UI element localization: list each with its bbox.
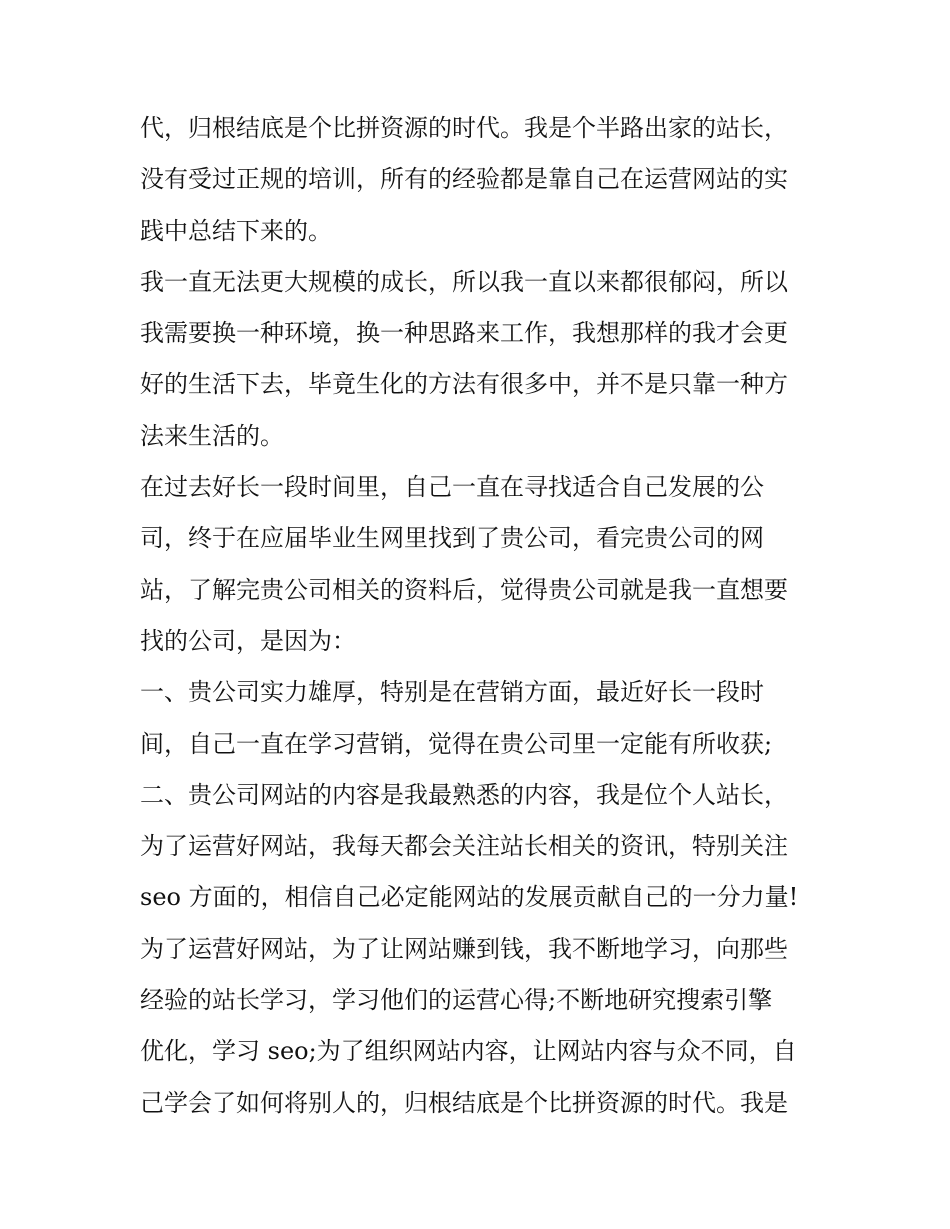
- text-line: 优化，学习 seo;为了组织网站内容，让网站内容与众不同，自: [140, 1037, 797, 1066]
- text-line: 没有受过正规的培训，所有的经验都是靠自己在运营网站的实: [140, 165, 788, 194]
- text-line: 一、贵公司实力雄厚，特别是在营销方面，最近好长一段时: [140, 678, 764, 707]
- text-line: 好的生活下去，毕竟生化的方法有很多中，并不是只靠一种方: [140, 370, 788, 399]
- text-line: 我需要换一种环境，换一种思路来工作，我想那样的我才会更: [140, 319, 788, 348]
- text-line: 经验的站长学习，学习他们的运营心得;不断地研究搜索引擎: [140, 986, 773, 1015]
- text-line: 二、贵公司网站的内容是我最熟悉的内容，我是位个人站长，: [140, 780, 788, 809]
- text-line: 我一直无法更大规模的成长，所以我一直以来都很郁闷，所以: [140, 267, 788, 296]
- text-line: 践中总结下来的。: [140, 216, 332, 245]
- text-line: 己学会了如何将别人的，归根结底是个比拼资源的时代。我是: [140, 1088, 788, 1117]
- document-body: [140, 103, 820, 1129]
- text-line: 司，终于在应届毕业生网里找到了贵公司，看完贵公司的网: [140, 524, 764, 553]
- text-line: 找的公司，是因为：: [140, 626, 356, 655]
- text-line: seo 方面的，相信自己必定能网站的发展贡献自己的一分力量!: [140, 883, 799, 912]
- text-line: 代，归根结底是个比拼资源的时代。我是个半路出家的站长，: [140, 114, 788, 142]
- text-line: 站，了解完贵公司相关的资料后，觉得贵公司就是我一直想要: [140, 575, 788, 604]
- text-line: 为了运营好网站，我每天都会关注站长相关的资讯，特别关注: [140, 832, 788, 861]
- text-line: 间，自己一直在学习营销，觉得在贵公司里一定能有所收获;: [140, 729, 773, 758]
- text-line: 在过去好长一段时间里，自己一直在寻找适合自己发展的公: [140, 473, 764, 502]
- text-line: 为了运营好网站，为了让网站赚到钱，我不断地学习，向那些: [140, 934, 788, 963]
- text-line: 法来生活的。: [140, 421, 284, 450]
